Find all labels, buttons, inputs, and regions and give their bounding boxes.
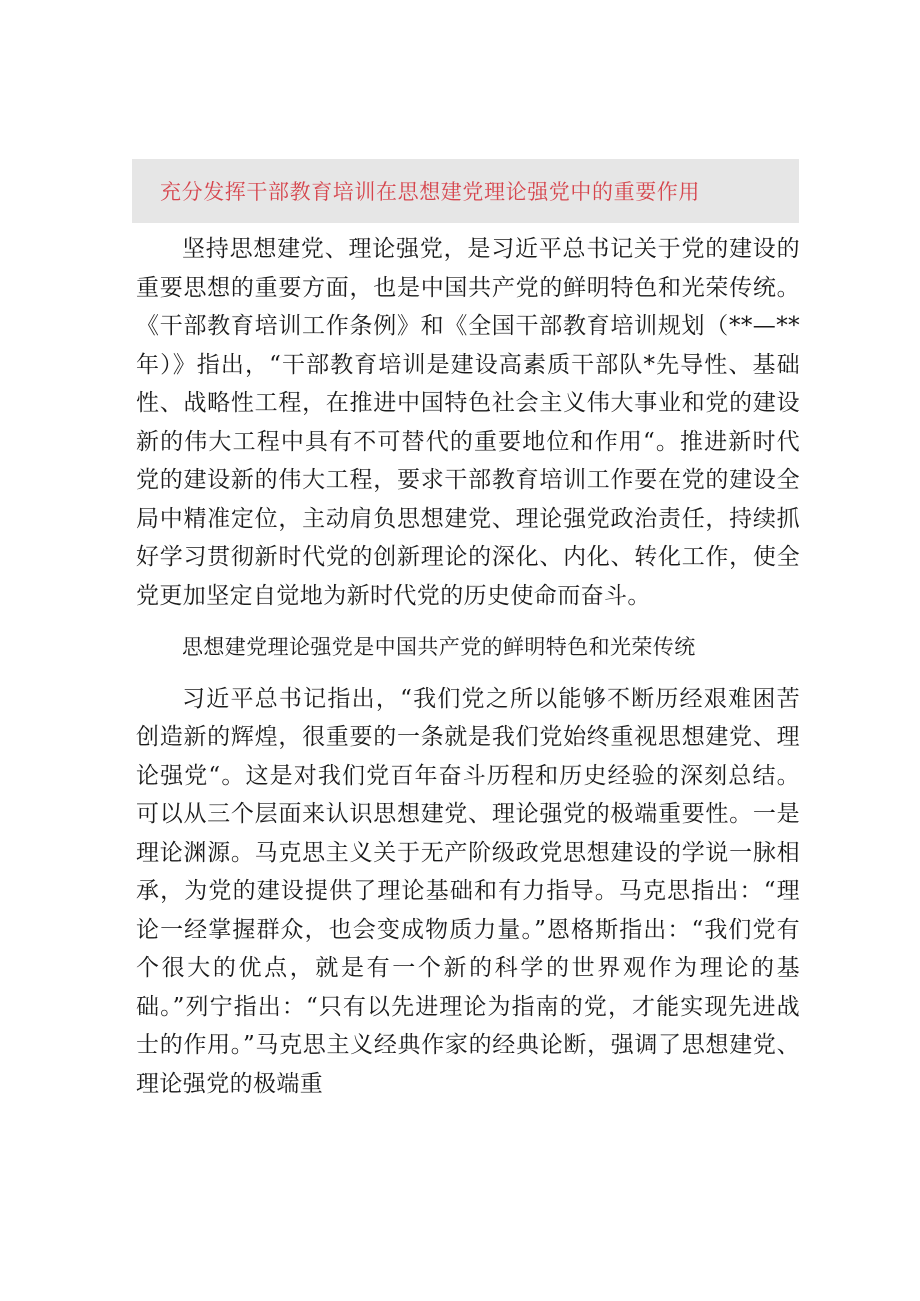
section-heading: 思想建党理论强党是中国共产党的鲜明特色和光荣传统	[182, 635, 696, 659]
document-title: 充分发挥干部教育培训在思想建党理论强党中的重要作用	[160, 180, 700, 204]
title-banner	[132, 159, 799, 223]
section-paragraph: 习近平总书记指出，“我们党之所以能够不断历经艰难困苦创造新的辉煌，很重要的一条就是我们党始终重视思想建党、理论强党“。这是对我们党百年奋斗历程和历史经验的深刻总结。可以从三个层面来认识思想建党、理论强党的极端重要性。一是理论渊源。马克思主义关于无产阶级政党思想建设的学说一脉相承，为党的建设提供了理论基础和有力指导。马克思指出：“理论一经掌握群众，也会变成物质力量。”恩格斯指出：“我们党有个很大的优点，就是有一个新的科学的世界观作为理论的基础。”列宁指出：“只有以先进理论为指南的党，才能实现先进战士的作用。”马克思主义经典作家的经典论断，强调了思想建党、理论强党的极端重	[136, 685, 800, 1097]
intro-paragraph: 坚持思想建党、理论强党，是习近平总书记关于党的建设的重要思想的重要方面，也是中国共产党的鲜明特色和光荣传统。《干部教育培训工作条例》和《全国干部教育培训规划（**—**年）》指出，“干部教育培训是建设高素质干部队*先导性、基础性、战略性工程，在推进中国特色社会主义伟大事业和党的建设新的伟大工程中具有不可替代的重要地位和作用“。推进新时代党的建设新的伟大工程，要求干部教育培训工作要在党的建设全局中精准定位，主动肩负思想建党、理论强党政治责任，持续抓好学习贯彻新时代党的创新理论的深化、内化、转化工作，使全党更加坚定自觉地为新时代党的历史使命而奋斗。	[136, 236, 800, 609]
document-body	[136, 230, 800, 1103]
